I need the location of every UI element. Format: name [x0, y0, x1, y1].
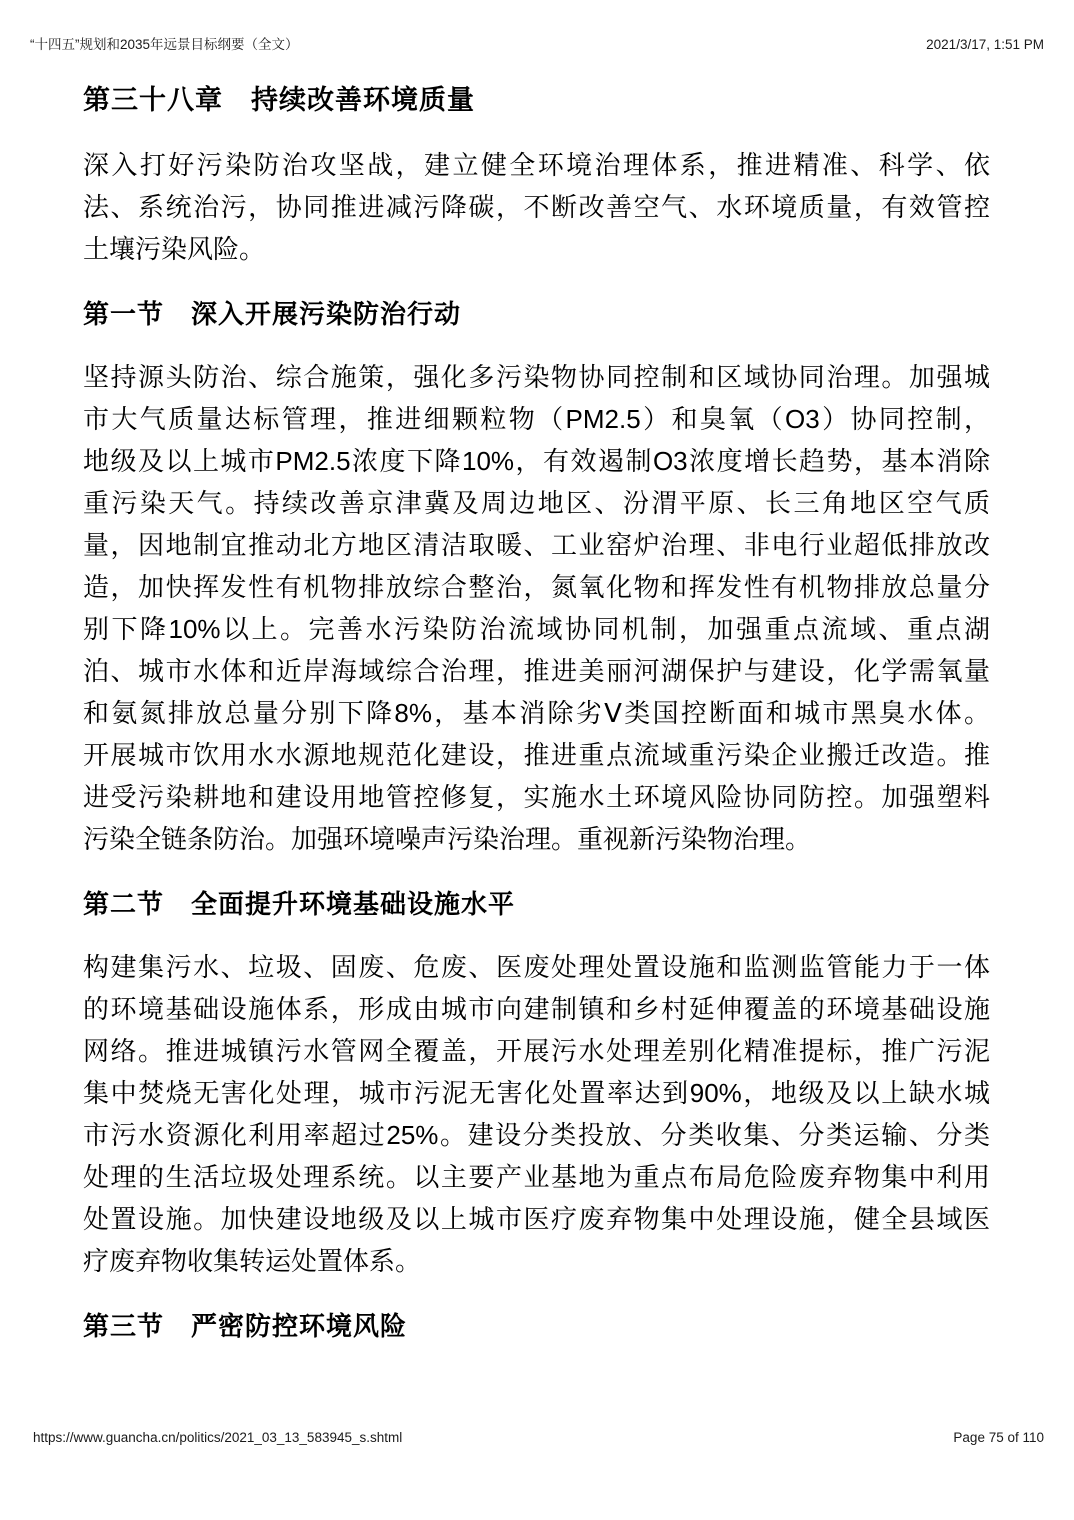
text-line: 处置设施。加快建设地级及以上城市医疗废弃物集中处理设施，健全县域医: [83, 1204, 990, 1234]
text-line: 的环境基础设施体系，形成由城市向建制镇和乡村延伸覆盖的环境基础设施: [83, 994, 990, 1024]
text-line: 法、系统治污，协同推进减污降碳，不断改善空气、水环境质量，有效管控: [83, 192, 990, 222]
text-line: 构建集污水、垃圾、固废、危废、医废处理处置设施和监测监管能力于一体: [83, 952, 990, 982]
print-header: [30, 33, 1044, 53]
text-line: 污染全链条防治。加强环境噪声污染治理。重视新污染物治理。: [83, 824, 812, 854]
text-line: 市大气质量达标管理，推进细颗粒物（PM2.5）和臭氧（O3）协同控制，: [83, 404, 990, 434]
text-line: 别下降10%以上。完善水污染防治流域协同机制，加强重点流域、重点湖: [83, 614, 990, 644]
section-1-paragraph: [83, 356, 990, 860]
document-title: “十四五”规划和2035年远景目标纲要（全文）: [30, 37, 299, 52]
text-line: 造，加快挥发性有机物排放综合整治，氮氧化物和挥发性有机物排放总量分: [83, 572, 990, 602]
source-url: https://www.guancha.cn/politics/2021_03_13_583945_s.shtml: [33, 1430, 403, 1445]
text-line: 泊、城市水体和近岸海域综合治理，推进美丽河湖保护与建设，化学需氧量: [83, 656, 990, 686]
text-line: 和氨氮排放总量分别下降8%，基本消除劣Ⅴ类国控断面和城市黑臭水体。: [83, 698, 990, 728]
intro-paragraph: [83, 144, 990, 270]
page-number: Page 75 of 110: [953, 1430, 1044, 1445]
print-footer: [33, 1430, 1044, 1445]
text-line: 土壤污染风险。: [83, 234, 266, 264]
text-line: 重污染天气。持续改善京津冀及周边地区、汾渭平原、长三角地区空气质: [83, 488, 990, 518]
document-body: [83, 82, 990, 1368]
text-line: 集中焚烧无害化处理，城市污泥无害化处置率达到90%，地级及以上缺水城: [83, 1078, 990, 1108]
text-line: 进受污染耕地和建设用地管控修复，实施水土环境风险协同防控。加强塑料: [83, 782, 990, 812]
section-1-heading: 第一节 深入开展污染防治行动: [83, 299, 462, 329]
text-line: 网络。推进城镇污水管网全覆盖，开展污水处理差别化精准提标，推广污泥: [83, 1036, 990, 1066]
section-2-heading: 第二节 全面提升环境基础设施水平: [83, 889, 516, 919]
text-line: 市污水资源化利用率超过25%。建设分类投放、分类收集、分类运输、分类: [83, 1120, 990, 1150]
text-line: 疗废弃物收集转运处置体系。: [83, 1246, 422, 1276]
text-line: 地级及以上城市PM2.5浓度下降10%，有效遏制O3浓度增长趋势，基本消除: [83, 446, 990, 476]
text-line: 处理的生活垃圾处理系统。以主要产业基地为重点布局危险废弃物集中利用: [83, 1162, 990, 1192]
text-line: 深入打好污染防治攻坚战，建立健全环境治理体系，推进精准、科学、依: [83, 150, 990, 180]
text-line: 开展城市饮用水水源地规范化建设，推进重点流域重污染企业搬迁改造。推: [83, 740, 990, 770]
section-3-heading: 第三节 严密防控环境风险: [83, 1311, 408, 1341]
print-timestamp: 2021/3/17, 1:51 PM: [926, 37, 1044, 52]
chapter-heading: 第三十八章 持续改善环境质量: [83, 85, 475, 115]
text-line: 量，因地制宜推动北方地区清洁取暖、工业窑炉治理、非电行业超低排放改: [83, 530, 990, 560]
text-line: 坚持源头防治、综合施策，强化多污染物协同控制和区域协同治理。加强城: [83, 362, 990, 392]
section-2-paragraph: [83, 946, 990, 1282]
